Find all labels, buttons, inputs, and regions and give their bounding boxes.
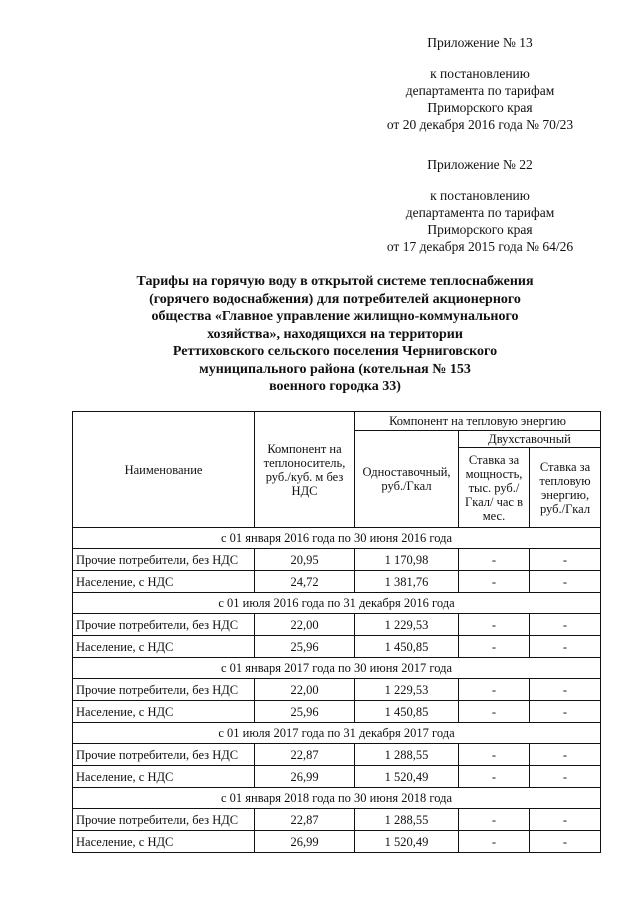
period-label: с 01 января 2018 года по 30 июня 2018 года xyxy=(73,788,601,809)
appendix-line: департамента по тарифам xyxy=(405,83,555,98)
title-line: муниципального района (котельная № 153 xyxy=(199,361,471,377)
capacity-value: - xyxy=(459,571,530,593)
title-line: общества «Главное управление жилищно-коммунального xyxy=(151,309,519,324)
title-line: Тарифы на горячую воду в открытой системе теплоснабжения xyxy=(136,274,534,289)
consumer-name: Население, с НДС xyxy=(73,766,255,788)
capacity-value: - xyxy=(459,809,530,831)
single-rate-value: 1 520,49 xyxy=(355,766,459,788)
energy-rate-value: - xyxy=(530,831,601,853)
table-row xyxy=(73,614,601,636)
consumer-name: Прочие потребители, без НДС xyxy=(73,809,255,831)
header-carrier: Компонент на теплоноситель, руб./куб. м без НДС xyxy=(255,412,355,528)
table-row xyxy=(73,744,601,766)
title-line: (горячего водоснабжения) для потребителей акционерного xyxy=(149,291,521,307)
title-line: Реттиховского сельского поселения Черниговского xyxy=(172,344,498,359)
table-row xyxy=(73,636,601,658)
energy-rate-value: - xyxy=(530,679,601,701)
single-rate-value: 1 288,55 xyxy=(355,809,459,831)
table-row xyxy=(73,679,601,701)
carrier-value: 22,87 xyxy=(255,809,355,831)
capacity-value: - xyxy=(459,636,530,658)
period-label: с 01 января 2017 года по 30 июня 2017 года xyxy=(73,658,601,679)
table-row xyxy=(73,809,601,831)
header-double: Двухставочный xyxy=(459,431,601,448)
period-label: с 01 января 2016 года по 30 июня 2016 года xyxy=(73,528,601,549)
appendix-number: Приложение № 22 xyxy=(427,157,533,172)
appendix-line: Приморского края xyxy=(427,222,533,237)
carrier-value: 22,00 xyxy=(255,679,355,701)
capacity-value: - xyxy=(459,766,530,788)
header-energy: Компонент на тепловую энергию xyxy=(355,412,601,431)
single-rate-value: 1 288,55 xyxy=(355,744,459,766)
header-name: Наименование xyxy=(73,412,255,528)
appendix-line: к постановлению xyxy=(430,66,530,81)
energy-rate-value: - xyxy=(530,614,601,636)
single-rate-value: 1 229,53 xyxy=(355,679,459,701)
capacity-value: - xyxy=(459,679,530,701)
single-rate-value: 1 450,85 xyxy=(355,701,459,723)
consumer-name: Прочие потребители, без НДС xyxy=(73,744,255,766)
period-label: с 01 июля 2016 года по 31 декабря 2016 года xyxy=(73,593,601,614)
appendix-13 xyxy=(330,34,630,133)
period-row xyxy=(73,658,601,679)
consumer-name: Население, с НДС xyxy=(73,636,255,658)
appendix-number: Приложение № 13 xyxy=(427,35,533,50)
consumer-name: Прочие потребители, без НДС xyxy=(73,549,255,571)
tariff-table xyxy=(72,411,601,853)
appendix-line: от 20 декабря 2016 года № 70/23 xyxy=(386,117,574,132)
carrier-value: 25,96 xyxy=(255,636,355,658)
carrier-value: 22,87 xyxy=(255,744,355,766)
table-row xyxy=(73,701,601,723)
consumer-name: Население, с НДС xyxy=(73,701,255,723)
carrier-value: 25,96 xyxy=(255,701,355,723)
energy-rate-value: - xyxy=(530,766,601,788)
capacity-value: - xyxy=(459,744,530,766)
period-row xyxy=(73,593,601,614)
single-rate-value: 1 229,53 xyxy=(355,614,459,636)
capacity-value: - xyxy=(459,614,530,636)
energy-rate-value: - xyxy=(530,636,601,658)
energy-rate-value: - xyxy=(530,701,601,723)
table-row xyxy=(73,831,601,853)
header-capacity: Ставка за мощность, тыс. руб./Гкал/ час в мес. xyxy=(459,448,530,528)
capacity-value: - xyxy=(459,701,530,723)
table-row xyxy=(73,766,601,788)
appendix-line: Приморского края xyxy=(427,100,533,115)
capacity-value: - xyxy=(459,831,530,853)
carrier-value: 24,72 xyxy=(255,571,355,593)
title-line: военного городка 33) xyxy=(269,379,401,394)
period-row xyxy=(73,788,601,809)
header-single: Одноставочный, руб./Гкал xyxy=(355,431,459,528)
consumer-name: Прочие потребители, без НДС xyxy=(73,679,255,701)
period-row xyxy=(73,528,601,549)
table-body xyxy=(73,528,601,853)
table-row xyxy=(73,571,601,593)
consumer-name: Население, с НДС xyxy=(73,831,255,853)
energy-rate-value: - xyxy=(530,571,601,593)
single-rate-value: 1 450,85 xyxy=(355,636,459,658)
period-row xyxy=(73,723,601,744)
consumer-name: Население, с НДС xyxy=(73,571,255,593)
period-label: с 01 июля 2017 года по 31 декабря 2017 года xyxy=(73,723,601,744)
energy-rate-value: - xyxy=(530,809,601,831)
single-rate-value: 1 381,76 xyxy=(355,571,459,593)
energy-rate-value: - xyxy=(530,549,601,571)
carrier-value: 22,00 xyxy=(255,614,355,636)
single-rate-value: 1 170,98 xyxy=(355,549,459,571)
energy-rate-value: - xyxy=(530,744,601,766)
single-rate-value: 1 520,49 xyxy=(355,831,459,853)
table-row xyxy=(73,549,601,571)
appendix-line: департамента по тарифам xyxy=(405,205,555,220)
carrier-value: 26,99 xyxy=(255,766,355,788)
carrier-value: 26,99 xyxy=(255,831,355,853)
carrier-value: 20,95 xyxy=(255,549,355,571)
capacity-value: - xyxy=(459,549,530,571)
appendix-line: к постановлению xyxy=(430,188,530,203)
appendix-22 xyxy=(330,156,630,255)
title-line: хозяйства», находящихся на территории xyxy=(207,326,463,342)
appendix-line: от 17 декабря 2015 года № 64/26 xyxy=(386,239,574,254)
header-energy-rate: Ставка за тепловую энергию, руб./Гкал xyxy=(530,448,601,528)
document-title xyxy=(95,273,575,396)
consumer-name: Прочие потребители, без НДС xyxy=(73,614,255,636)
